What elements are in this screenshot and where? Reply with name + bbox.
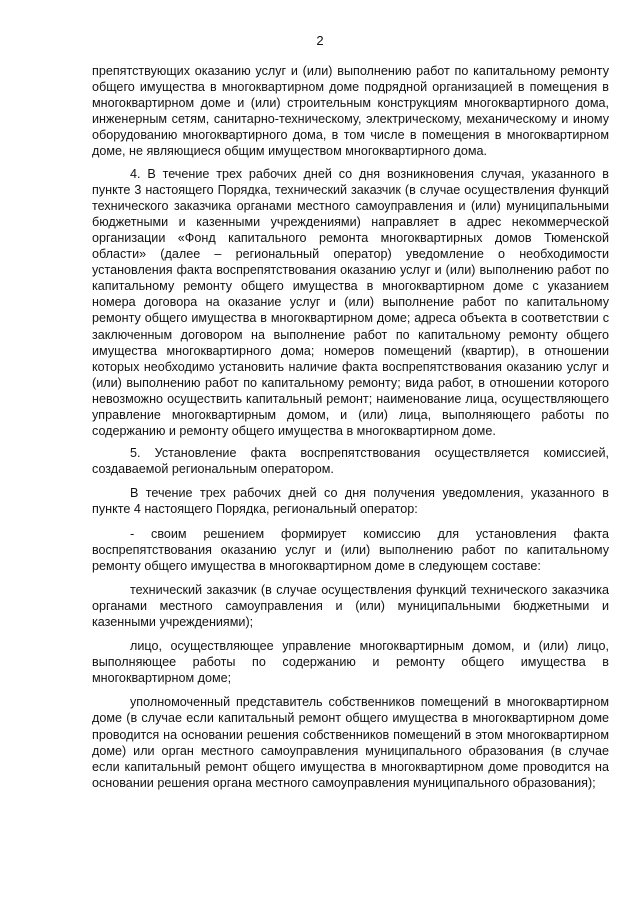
- paragraph-item-4: 4. В течение трех рабочих дней со дня возникновения случая, указанного в пункте 3 настоящего Порядка, технический заказчик (в случае осуществления функций технического заказчика органами местного самоуправления и (или) муниципальными бюджетными и казенными учреждениями) направляет в адрес некоммерческой организации «Фонд капитального ремонта многоквартирных домов Тюменской области» (далее – региональный оператор) уведомление о необходимости установления факта воспрепятствования оказанию услуг и (или) выполнению работ по капитальному ремонту общего имущества в многоквартирном доме с указанием номера договора на оказание услуг и (или) выполнение работ по капитальному ремонту общего имущества в многоквартирном доме; адреса объекта в соответствии с заключенным договором на выполнение работ по капитальному ремонту общего имущества многоквартирного дома; номеров помещений (квартир), в отношении которых необходимо установить наличие факта воспрепятствования оказанию услуг и (или) выполнению работ по капитальному ремонту; вида работ, в отношении которого невозможно осуществить капитальный ремонт; наименование лица, осуществляющего управление многоквартирным домом, и (или) лица, выполняющего работы по содержанию и ремонту общего имущества в многоквартирном доме.: [92, 166, 609, 439]
- paragraph-commission-formation: - своим решением формирует комиссию для установления факта воспрепятствования оказанию услуг и (или) выполнению работ по капитальному ремонту общего имущества в многоквартирном доме в следующем составе:: [92, 526, 609, 573]
- paragraph-managing-entity: лицо, осуществляющее управление многоквартирным домом, и (или) лицо, выполняющее работы по содержанию и ремонту общего имущества в многоквартирном доме;: [92, 639, 609, 686]
- page-number: 2: [316, 33, 324, 48]
- paragraph-continuation: препятствующих оказанию услуг и (или) выполнению работ по капитальному ремонту общего имущества в многоквартирном доме подрядной организацией в помещения в многоквартирном доме и (или) строительным конструкциям многоквартирного дома, инженерным сетям, санитарно-техническому, электрическому, механическому и иному оборудованию многоквартирного дома, в том числе в помещения в многоквартирном доме, не являющиеся общим имуществом многоквартирного дома.: [92, 64, 609, 159]
- document-body: [92, 63, 609, 791]
- paragraph-item-5: 5. Установление факта воспрепятствования осуществляется комиссией, создаваемой региональным оператором.: [92, 446, 609, 477]
- paragraph-owners-representative: уполномоченный представитель собственников помещений в многоквартирном доме (в случае если капитальный ремонт общего имущества в многоквартирном доме проводится на основании решения собственников помещений в этом многоквартирном доме) или орган местного самоуправления муниципального образования (в случае если капитальный ремонт общего имущества в многоквартирном доме проводится на основании решения органа местного самоуправления муниципального образования);: [92, 695, 609, 790]
- paragraph-regional-operator-intro: В течение трех рабочих дней со дня получения уведомления, указанного в пункте 4 настоящего Порядка, региональный оператор:: [92, 486, 609, 517]
- paragraph-technical-customer: технический заказчик (в случае осуществления функций технического заказчика органами местного самоуправления и (или) муниципальными бюджетными и казенными учреждениями);: [92, 582, 609, 629]
